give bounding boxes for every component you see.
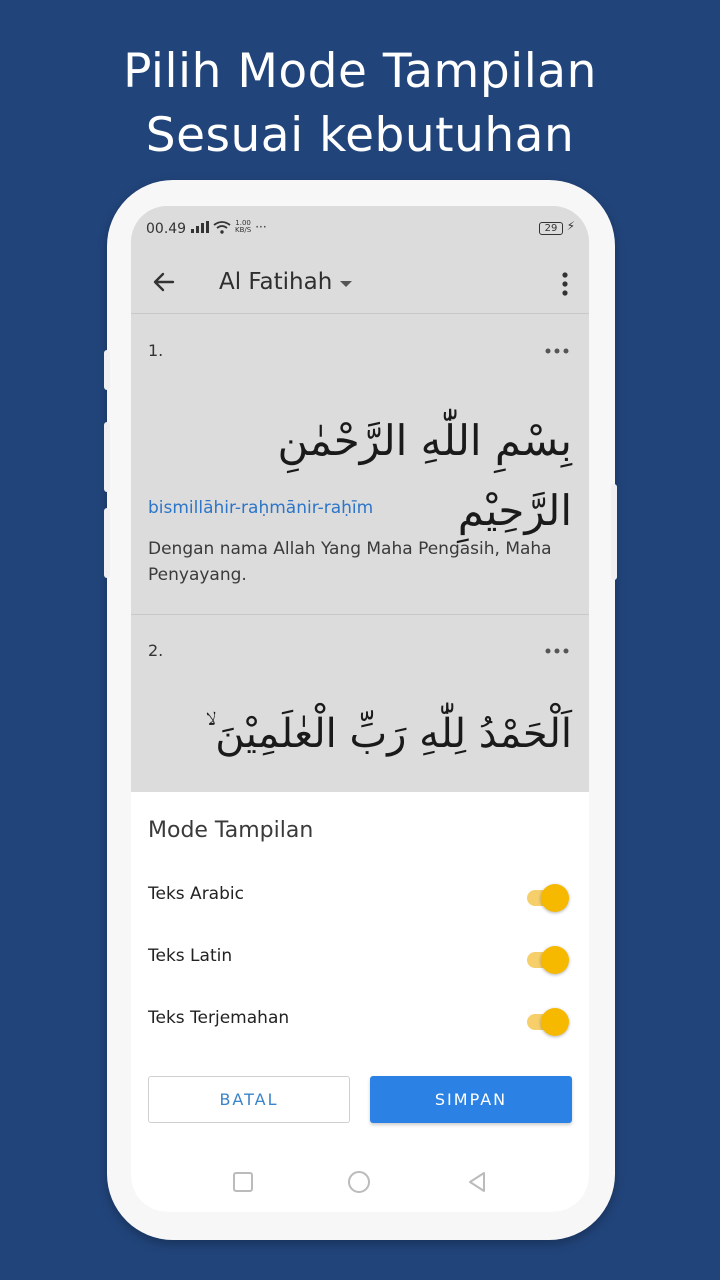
headline-line-2: Sesuai kebutuhan xyxy=(145,108,575,163)
verse-item xyxy=(131,615,589,795)
phone-side-button xyxy=(104,508,110,578)
wifi-icon xyxy=(213,221,231,234)
status-more-icon: ··· xyxy=(255,220,267,234)
toggle-thumb xyxy=(541,884,569,912)
surah-selector[interactable] xyxy=(219,262,352,302)
latin-toggle[interactable] xyxy=(525,946,569,974)
option-arabic-row xyxy=(131,876,589,916)
display-mode-sheet xyxy=(131,792,589,1212)
page-title: Al Fatihah xyxy=(219,269,333,295)
phone-screen xyxy=(131,206,589,1212)
net-speed-value: 1.00 xyxy=(235,219,251,227)
status-time: 00.49 xyxy=(146,221,187,237)
caret-down-icon xyxy=(340,281,352,287)
net-speed xyxy=(235,220,251,234)
status-icons xyxy=(191,220,267,234)
verse-arabic: بِسْمِ اللّٰهِ الرَّحْمٰنِ الرَّحِيْمِ xyxy=(277,416,572,535)
more-vert-icon[interactable] xyxy=(559,270,571,298)
system-nav-bar xyxy=(131,1162,589,1202)
net-speed-unit: KB/S xyxy=(235,226,252,234)
verse-arabic: اَلْحَمْدُ لِلّٰهِ رَبِّ الْعٰلَمِيْنَ ۙ xyxy=(205,711,572,757)
promo-headline xyxy=(0,40,720,168)
option-label: Teks Arabic xyxy=(148,884,244,904)
toggle-thumb xyxy=(541,1008,569,1036)
save-button[interactable]: SIMPAN xyxy=(370,1076,572,1123)
phone-side-button xyxy=(104,350,110,390)
option-label: Teks Latin xyxy=(148,946,233,966)
more-horiz-icon[interactable] xyxy=(545,647,569,655)
back-arrow-icon[interactable] xyxy=(149,267,179,297)
recents-square-icon[interactable] xyxy=(231,1170,255,1194)
option-label: Teks Terjemahan xyxy=(148,1008,290,1028)
phone-side-button xyxy=(611,484,617,580)
app-bar xyxy=(131,252,589,314)
cancel-button[interactable]: BATAL xyxy=(148,1076,350,1123)
verse-translation: Dengan nama Allah Yang Maha Pengasih, Maha Penyayang. xyxy=(148,539,552,585)
verse-latin: bismillāhir-raḥmānir-raḥīm xyxy=(148,498,374,518)
option-latin-row xyxy=(131,938,589,978)
phone-side-button xyxy=(104,422,110,492)
verse-number: 1. xyxy=(148,341,164,360)
more-horiz-icon[interactable] xyxy=(545,347,569,355)
sheet-title: Mode Tampilan xyxy=(148,818,314,843)
translation-toggle[interactable] xyxy=(525,1008,569,1036)
status-bar xyxy=(131,206,589,252)
toggle-thumb xyxy=(541,946,569,974)
option-translation-row xyxy=(131,1000,589,1040)
battery-indicator: 29 xyxy=(539,222,563,235)
back-triangle-icon[interactable] xyxy=(465,1170,489,1194)
home-circle-icon[interactable] xyxy=(347,1170,371,1194)
headline-line-1: Pilih Mode Tampilan xyxy=(123,44,597,99)
verse-item xyxy=(131,314,589,615)
signal-icon xyxy=(191,221,209,233)
verse-number: 2. xyxy=(148,641,164,660)
arabic-toggle[interactable] xyxy=(525,884,569,912)
charging-icon: ⚡ xyxy=(566,219,575,233)
